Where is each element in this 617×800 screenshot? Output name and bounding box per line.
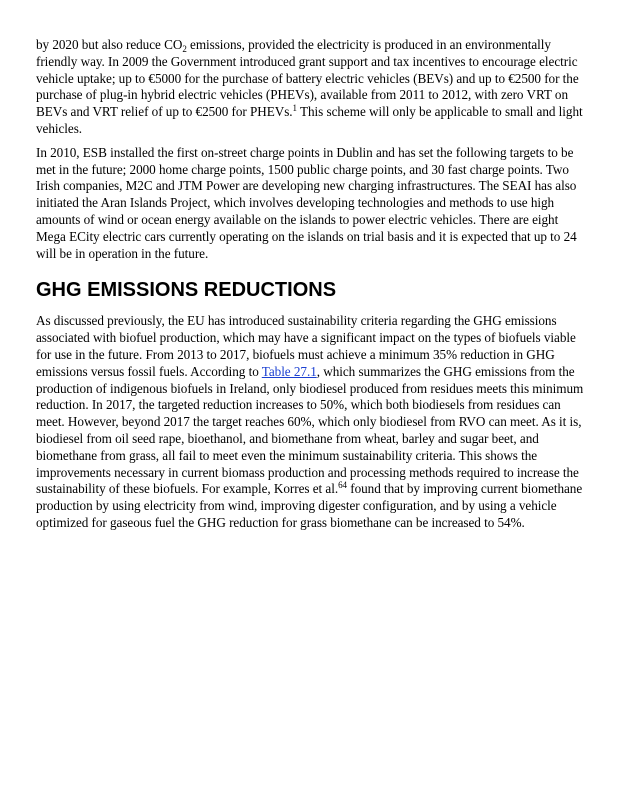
paragraph-esb-charge-points: In 2010, ESB installed the first on-street charge points in Dublin and has set the following targets to be met in the future; 2000 home charge points, 1500 public charge points, and 30 fast charge points. Two Irish companies, M2C and JTM Power are developing new charging infrastructures. The SEAI has also initiated the Aran Islands Project, which involves developing technologies and methods to use high amounts of wind or ocean energy available on the islands to power electric vehicles. There are eight Mega ECity electric cars currently operating on the islands on trial basis and it is expected that up to 24 will be in operation in the future. xyxy=(36,144,577,261)
table-27-1-link[interactable]: Table 27.1 xyxy=(261,363,317,379)
text-segment: , which summarizes the GHG emissions from the production of indigenous biofuels in Ireland, only biodiesel produced from residues meets this minimum reduction. In 2017, the targeted reduction increases to 50%, which both biodiesels from residues can meet. However, beyond 2017 the target reaches 60%, which only biodiesel from RVO can meet. As it is, biodiesel from oil seed rape, bioethanol, and biomethane from wheat, barley and sugar beet, and biomethane from grass, all fail to meet even the minimum sustainability criteria. This shows the improvements necessary in current biomass production and processing methods required to increase the sustainability of these biofuels. For example, Korres et al. xyxy=(36,363,584,497)
text-segment: As discussed previously, the EU has introduced sustainability criteria regarding the GHG emissions associated with biofuel production, which may have a significant impact on the types of biofuels viable for use in the future. From 2013 to 2017, biofuels must achieve a minimum 35% reduction in GHG emissions versus fossil fuels. According to xyxy=(36,313,576,379)
text-segment: found that by improving current biomethane production by using electricity from wind, improving digester configuration, and by using a vehicle optimized for gaseous fuel the GHG reduction for grass biomethane can be increased to 54%. xyxy=(36,481,583,530)
paragraph-ghg-reductions xyxy=(36,313,584,531)
text-segment: This scheme will only be applicable to small and light vehicles. xyxy=(36,104,583,136)
paragraph-ev-incentives xyxy=(36,37,584,138)
text-segment: by 2020 but also reduce CO xyxy=(36,37,183,52)
co2-subscript: 2 xyxy=(182,44,187,54)
footnote-ref-1[interactable]: 1 xyxy=(292,103,297,114)
text-segment: emissions, provided the electricity is produced in an environmentally friendly way. In 2009 the Government introduced grant support and tax incentives to encourage electric vehicle uptake; up to €5000 for the purchase of battery electric vehicles (BEVs) and up to €2500 for the purchase of plug-in hybrid electric vehicles (PHEVs), available from 2011 to 2012, with zero VRT on BEVs and VRT relief of up to €2500 for PHEVs. xyxy=(36,37,579,120)
document-page xyxy=(36,37,584,539)
section-heading: GHG EMISSIONS REDUCTIONS xyxy=(36,279,337,302)
footnote-ref-64[interactable]: 64 xyxy=(338,480,347,491)
